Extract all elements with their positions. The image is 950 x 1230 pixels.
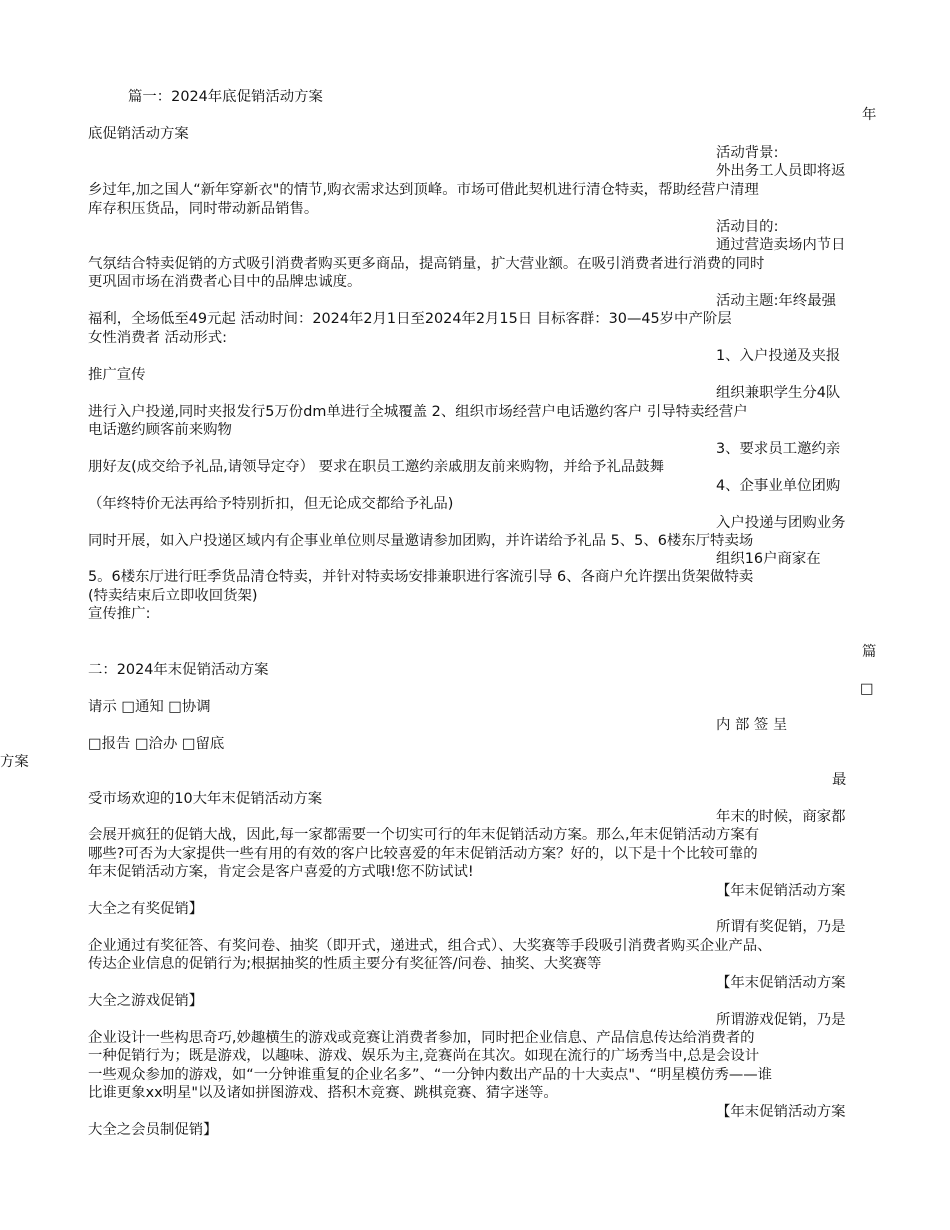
theme-line-1: 活动主题:年终最强 — [716, 293, 836, 309]
section-2-title-right: 【年末促销活动方案 — [716, 975, 846, 991]
section-2-para-line-3: 一些观众参加的游戏，如“一分钟谁重复的企业名多”、“一分钟内数出产品的十大卖点"、“明星模仿秀——谁 — [88, 1067, 773, 1083]
form-2-line-2: 电话邀约顾客前来购物 — [88, 422, 232, 438]
intro-line-3: 年末促销活动方案，肯定会是客户喜爱的方式哦!您不防试试! — [88, 864, 474, 880]
part2-title: 受市场欢迎的10大年末促销活动方案 — [88, 791, 323, 807]
section-1-para-right: 所谓有奖促销，乃是 — [716, 919, 846, 935]
section-1-title-right: 【年末促销活动方案 — [716, 883, 846, 899]
intro-right: 年末的时候，商家都 — [716, 809, 846, 825]
part2-heading: 二：2024年末促销活动方案 — [88, 662, 269, 678]
form-3-left: 朋好友(成交给予礼品,请领导定夺） 要求在职员工邀约亲戚朋友前来购物，并给予礼品鼓舞 — [88, 459, 665, 475]
part1-title-continuation: 底促销活动方案 — [88, 126, 189, 142]
section-1-title-left: 大全之有奖促销】 — [88, 901, 204, 917]
form-5-right: 入户投递与团购业务 — [716, 515, 846, 531]
theme-line-3: 女性消费者 活动形式: — [88, 330, 227, 346]
section-2-para-line-2: 一种促销行为；既是游戏，以趣味、游戏、娱乐为主,竞赛尚在其次。如现在流行的广场秀当中,总是会设计 — [88, 1048, 760, 1064]
background-label: 活动背景: — [716, 145, 779, 161]
internal-memo-title: 内 部 签 呈 — [716, 717, 788, 733]
form-2-line-1: 进行入户投递,同时夹报发行5万份dm单进行全城覆盖 2、组织市场经营户电话邀约客户 引导特卖经营户 — [88, 404, 748, 420]
background-line-3: 库存积压货品，同时带动新品销售。 — [88, 201, 319, 217]
section-3-title-right: 【年末促销活动方案 — [716, 1104, 846, 1120]
form-6-line-2: (特卖结束后立即收回货架) — [88, 588, 258, 604]
part2-pian-fragment: 篇 — [862, 644, 877, 660]
form-1-right: 1、入户投递及夹报 — [716, 348, 841, 364]
memo-type-row-1: 请示 □通知 □协调 — [88, 699, 211, 715]
form-2-right: 组织兼职学生分4队 — [716, 385, 841, 401]
background-line-2: 乡过年,加之国人“新年穿新衣"的情节,购衣需求达到顶峰。市场可借此契机进行清仓特卖，帮助经营户清理 — [88, 182, 759, 198]
section-1-para-line-1: 企业通过有奖征答、有奖问卷、抽奖（即开式，递进式，组合式）、大奖赛等手段吸引消费者购买企业产品、 — [88, 938, 772, 954]
section-2-para-right: 所谓游戏促销，乃是 — [716, 1012, 846, 1028]
fangan-fragment: 方案 — [0, 754, 29, 770]
checkbox-right: □ — [860, 681, 874, 697]
promotion-label: 宣传推广: — [88, 606, 151, 622]
section-2-para-line-1: 企业设计一些构思奇巧,妙趣横生的游戏或竞赛让消费者参加，同时把企业信息、产品信息传达给消费者的 — [88, 1030, 755, 1046]
section-1-para-line-2: 传达企业信息的促销行为;根据抽奖的性质主要分有奖征答/问卷、抽奖、大奖赛等 — [88, 956, 602, 972]
section-3-title-left: 大全之会员制促销】 — [88, 1122, 218, 1138]
form-4-left: （年终特价无法再给予特别折扣，但无论成交都给予礼品) — [88, 496, 454, 512]
goal-line-1: 通过营造卖场内节日 — [716, 237, 846, 253]
form-6-line-1: 5。6楼东厅进行旺季货品清仓特卖，并针对特卖场安排兼职进行客流引导 6、各商户允许摆出货架做特卖 — [88, 569, 754, 585]
zui-fragment: 最 — [832, 772, 847, 788]
part1-year-fragment: 年 — [862, 107, 877, 123]
form-3-right: 3、要求员工邀约亲 — [716, 441, 841, 457]
goal-label: 活动目的: — [716, 219, 779, 235]
form-6-right: 组织16户商家在 — [716, 551, 821, 567]
part1-heading: 篇一：2024年底促销活动方案 — [128, 89, 323, 105]
goal-line-2: 气氛结合特卖促销的方式吸引消费者购买更多商品，提高销量，扩大营业额。在吸引消费者进行消费的同时 — [88, 256, 765, 272]
intro-line-1: 会展开疯狂的促销大战，因此,每一家都需要一个切实可行的年末促销活动方案。那么,年末促销活动方案有 — [88, 827, 760, 843]
form-1-left: 推广宣传 — [88, 367, 146, 383]
section-2-title-left: 大全之游戏促销】 — [88, 993, 204, 1009]
memo-type-row-2: □报告 □洽办 □留底 — [88, 736, 225, 752]
form-5-left: 同时开展，如入户投递区域内有企事业单位则尽量邀请参加团购，并许诺给予礼品 5、5、6楼东厅特卖场 — [88, 533, 754, 549]
goal-line-3: 更巩固市场在消费者心目中的品牌忠诚度。 — [88, 274, 362, 290]
form-4-right: 4、企事业单位团购 — [716, 478, 841, 494]
background-line-1: 外出务工人员即将返 — [716, 163, 846, 179]
intro-line-2: 哪些?可否为大家提供一些有用的有效的客户比较喜爱的年末促销活动方案？好的，以下是十个比较可靠的 — [88, 846, 758, 862]
section-2-para-line-4: 比谁更象xx明星"以及诸如拼图游戏、搭积木竞赛、跳棋竞赛、猜字迷等。 — [88, 1085, 558, 1101]
theme-line-2: 福利，全场低至49元起 活动时间：2024年2月1日至2024年2月15日 目标客群：30—45岁中产阶层 — [88, 311, 732, 327]
